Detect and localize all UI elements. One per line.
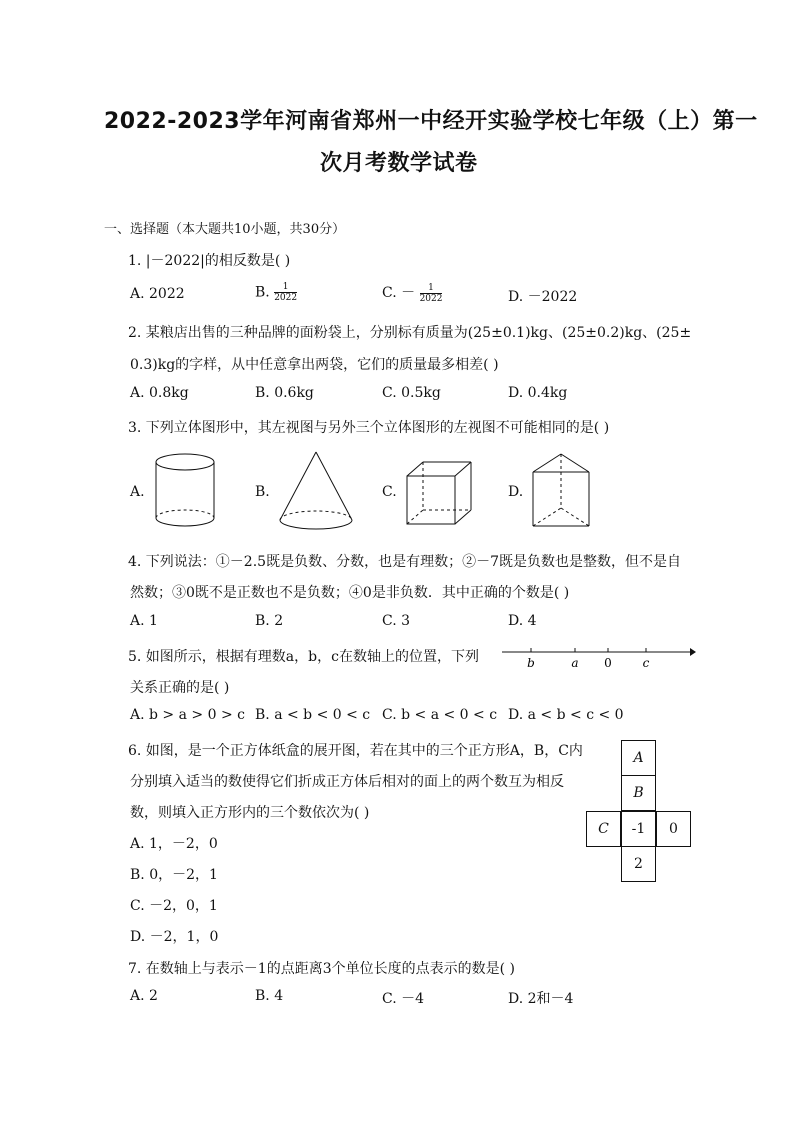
q2-option-b: B. 0.6kg [255, 385, 314, 401]
question-6-stem-line2: 分别填入适当的数使得它们折成正方体后相对的面上的两个数互为相反 [130, 774, 564, 790]
q7-option-c: C. －4 [382, 991, 425, 1007]
cube-net-figure [586, 740, 692, 885]
q5-option-b: B. a < b < 0 < c [255, 707, 371, 723]
question-2-stem-line1: 2. 某粮店出售的三种品牌的面粉袋上，分别标有质量为(25±0.1)kg、(25±0.2)kg、(25± [128, 325, 692, 341]
page-title-line1: 2022-2023学年河南省郑州一中经开实验学校七年级（上）第一 [104, 109, 758, 134]
q3-option-c: C. [382, 484, 397, 500]
section-header: 一、选择题（本大题共10小题，共30分） [104, 222, 346, 237]
q1-option-d: D. －2022 [508, 289, 578, 305]
net-cell-zero: 0 [656, 811, 691, 847]
q6-option-a: A. 1，－2，0 [130, 836, 218, 852]
q4-option-b: B. 2 [255, 613, 284, 629]
page-title-line2: 次月考数学试卷 [320, 151, 478, 176]
q2-option-a: A. 0.8kg [130, 385, 189, 401]
question-6-stem-line3: 数，则填入正方形内的三个数依次为( ) [130, 805, 370, 821]
numberline-label-c: c [642, 656, 650, 670]
q3-option-d: D. [508, 484, 524, 500]
cylinder-figure [150, 450, 220, 532]
q7-option-a: A. 2 [130, 988, 158, 1004]
question-2-stem-line2: 0.3)kg的字样，从中任意拿出两袋，它们的质量最多相差( ) [130, 357, 499, 373]
cone-figure [274, 448, 360, 534]
q6-option-b: B. 0，－2，1 [130, 867, 218, 883]
q4-option-a: A. 1 [130, 613, 158, 629]
question-7-stem: 7. 在数轴上与表示－1的点距离3个单位长度的点表示的数是( ) [128, 961, 515, 977]
q3-option-a: A. [130, 484, 145, 500]
prism-figure [527, 450, 595, 532]
q6-option-d: D. －2，1，0 [130, 929, 219, 945]
q5-option-a: A. b > a > 0 > c [130, 707, 245, 723]
q1-option-b: B. $\frac{1}{2022}$ [255, 282, 298, 303]
question-5-stem-line1: 5. 如图所示，根据有理数a，b，c在数轴上的位置，下列 [128, 649, 479, 665]
question-1-stem: 1. |－2022|的相反数是( ) [128, 253, 291, 269]
net-cell-a: A [621, 740, 656, 776]
q5-option-d: D. a < b < c < 0 [508, 707, 624, 723]
q1-option-c: C. － $\frac{1}{2022}$ [382, 282, 443, 304]
net-cell-c: C [586, 811, 621, 847]
question-4-stem-line1: 4. 下列说法：①－2.5既是负数、分数，也是有理数；②－7既是负数也是整数，但不是自 [128, 554, 681, 570]
question-4-stem-line2: 然数；③0既不是正数也不是负数；④0是非负数．其中正确的个数是( ) [130, 585, 570, 601]
q6-option-c: C. －2，0，1 [130, 898, 218, 914]
net-cell-b: B [621, 775, 656, 811]
q7-option-b: B. 4 [255, 988, 284, 1004]
cube-figure [403, 458, 475, 528]
question-6-stem-line1: 6. 如图，是一个正方体纸盒的展开图，若在其中的三个正方形A，B，C内 [128, 743, 583, 759]
q3-option-b: B. [255, 484, 270, 500]
q4-option-c: C. 3 [382, 613, 411, 629]
question-3-stem: 3. 下列立体图形中，其左视图与另外三个立体图形的左视图不可能相同的是( ) [128, 420, 610, 436]
q5-option-c: C. b < a < 0 < c [382, 707, 498, 723]
q2-option-c: C. 0.5kg [382, 385, 441, 401]
net-cell-two: 2 [621, 846, 656, 882]
number-line-figure [500, 640, 696, 672]
numberline-label-a: a [571, 656, 579, 670]
numberline-label-zero: 0 [604, 656, 612, 670]
q4-option-d: D. 4 [508, 613, 537, 629]
numberline-label-b: b [527, 656, 535, 670]
q2-option-d: D. 0.4kg [508, 385, 568, 401]
q7-option-d: D. 2和－4 [508, 991, 574, 1007]
question-5-stem-line2: 关系正确的是( ) [130, 680, 230, 696]
net-cell-minus1: -1 [621, 811, 656, 847]
q1-option-a: A. 2022 [130, 286, 185, 302]
